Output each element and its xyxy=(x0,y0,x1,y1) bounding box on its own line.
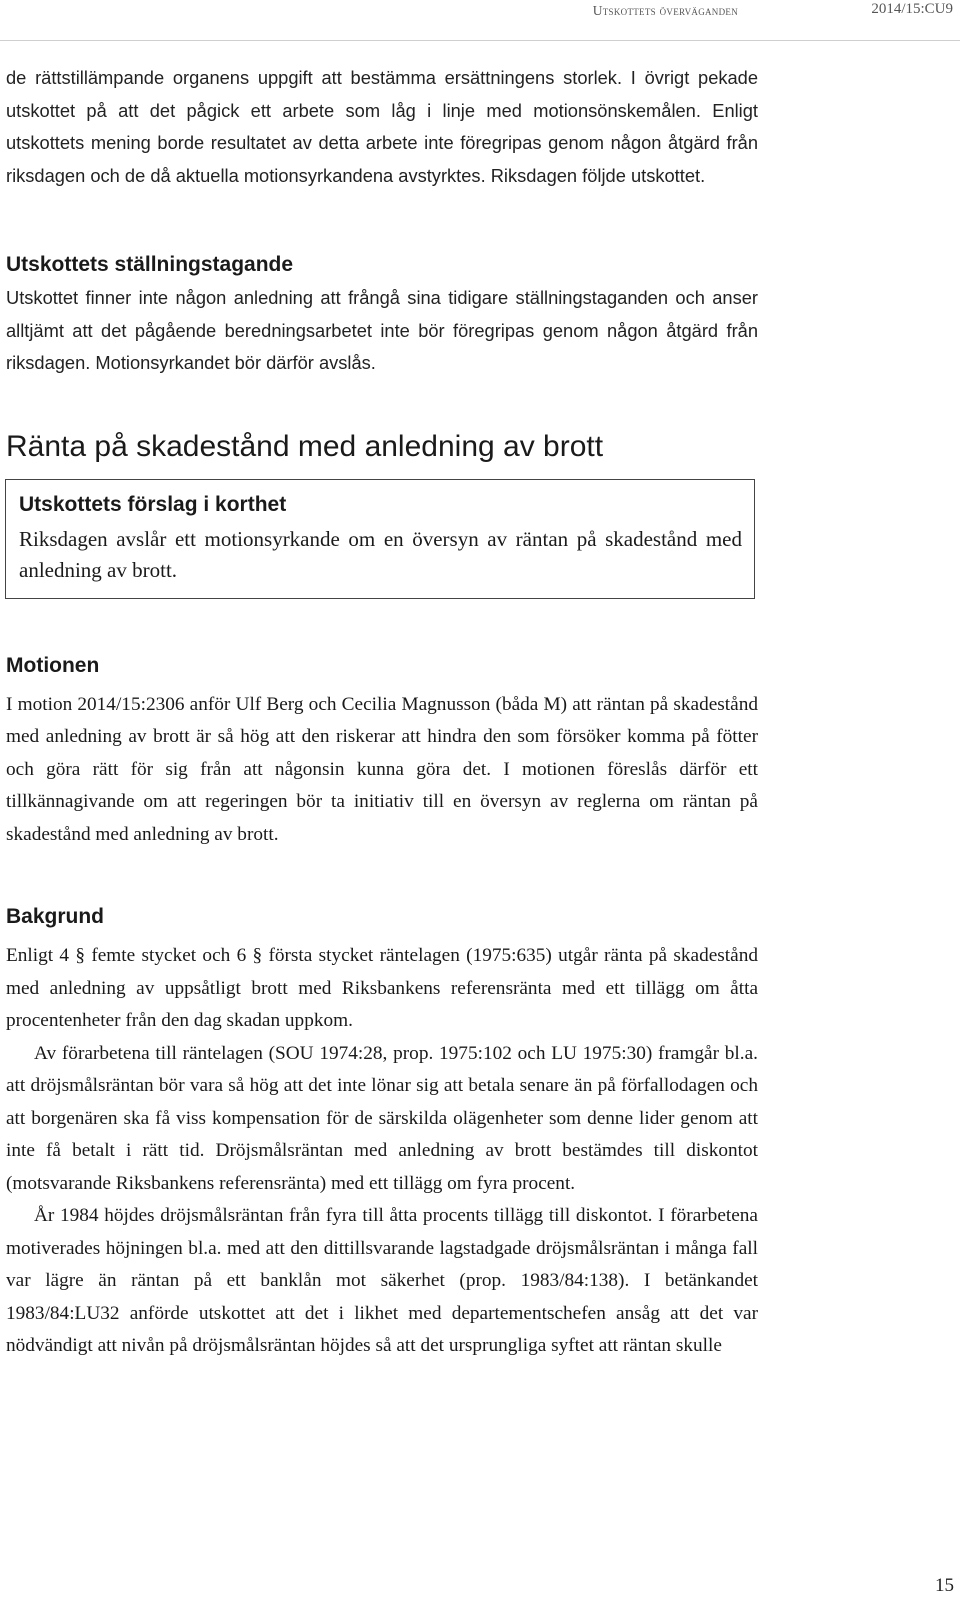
summary-text: Riksdagen avslår ett motionsyrkande om en översyn av räntan på skadestånd med anledning av brott. xyxy=(19,526,742,582)
background-paragraph-1: Enligt 4 § femte stycket och 6 § första stycket räntelagen (1975:635) utgår ränta på skadestånd med anledning av uppsåtligt brott med Riksbankens referensränta med ett tillägg om åtta procentenheter från den dag skadan uppkom. xyxy=(6,945,758,1031)
background-heading: Bakgrund xyxy=(6,905,105,928)
document-reference: 2014/15:CU9 xyxy=(871,1,953,17)
summary-box xyxy=(5,479,755,599)
intro-paragraph: de rättstillämpande organens uppgift att bestämma ersättningens storlek. I övrigt pekade utskottet på att det pågick ett arbete som låg i linje med motionsönskemålen. Enligt utskottets mening borde resultatet av detta arbete inte föregripas genom någon åtgärd från riksdagen och de då aktuella motionsyrkandena avstyrktes. Riksdagen följde utskottet. xyxy=(6,67,758,186)
motion-paragraph: I motion 2014/15:2306 anför Ulf Berg och Cecilia Magnusson (båda M) att räntan på skadestånd med anledning av brott är så hög att den riskerar att hindra den som försöker komma på fötter och göra rätt för sig från att någonsin kunna göra det. I motionen föreslås därför ett tillkännagivande om att regeringen bör ta initiativ till en översyn av reglerna om räntan på skadestånd med anledning av brott. xyxy=(6,693,758,845)
page-content xyxy=(6,62,758,1363)
page-number: 15 xyxy=(935,1575,954,1596)
position-paragraph: Utskottet finner inte någon anledning att frångå sina tidigare ställningstaganden och anser alltjämt att det pågående beredningsarbetet inte bör föregripas genom någon åtgärd från riksdagen. Motionsyrkandet bör därför avslås. xyxy=(6,287,758,373)
motion-heading: Motionen xyxy=(6,653,100,677)
summary-heading: Utskottets förslag i korthet xyxy=(19,492,287,516)
running-header xyxy=(0,0,960,41)
background-paragraph-3: År 1984 höjdes dröjsmålsräntan från fyra till åtta procents tillägg till diskontot. I förarbetena motiverades höjningen bl.a. med att den dittillsvarande lagstadgade dröjsmålsräntan i många fall var lägre än räntan på ett banklån mot säkerhet (prop. 1983/84:138). I betänkandet 1983/84:LU32 anförde utskottet att det i likhet med departementschefen ansåg att det var nödvändigt att nivån på dröjsmålsräntan höjdes så att det ursprungliga syftet att räntan skulle xyxy=(6,1205,758,1356)
running-header-title: Utskottets överväganden xyxy=(592,3,738,18)
background-paragraph-2: Av förarbetena till räntelagen (SOU 1974:28, prop. 1975:102 och LU 1975:30) framgår bl.a. att dröjsmålsräntan bör vara så hög att det inte lönar sig att betala senare än på förfallodagen och att borgenären ska få viss kompensation för de särskilda olägenheter som denne lider genom att inte få betalt i rätt tid. Dröjsmålsräntan med anledning av brott bestämdes till diskontot (motsvarande Riksbankens referensränta) med ett tillägg om fyra procent. xyxy=(6,1042,758,1194)
position-heading: Utskottets ställningstagande xyxy=(6,253,294,276)
section-title: Ränta på skadestånd med anledning av brott xyxy=(6,429,604,463)
